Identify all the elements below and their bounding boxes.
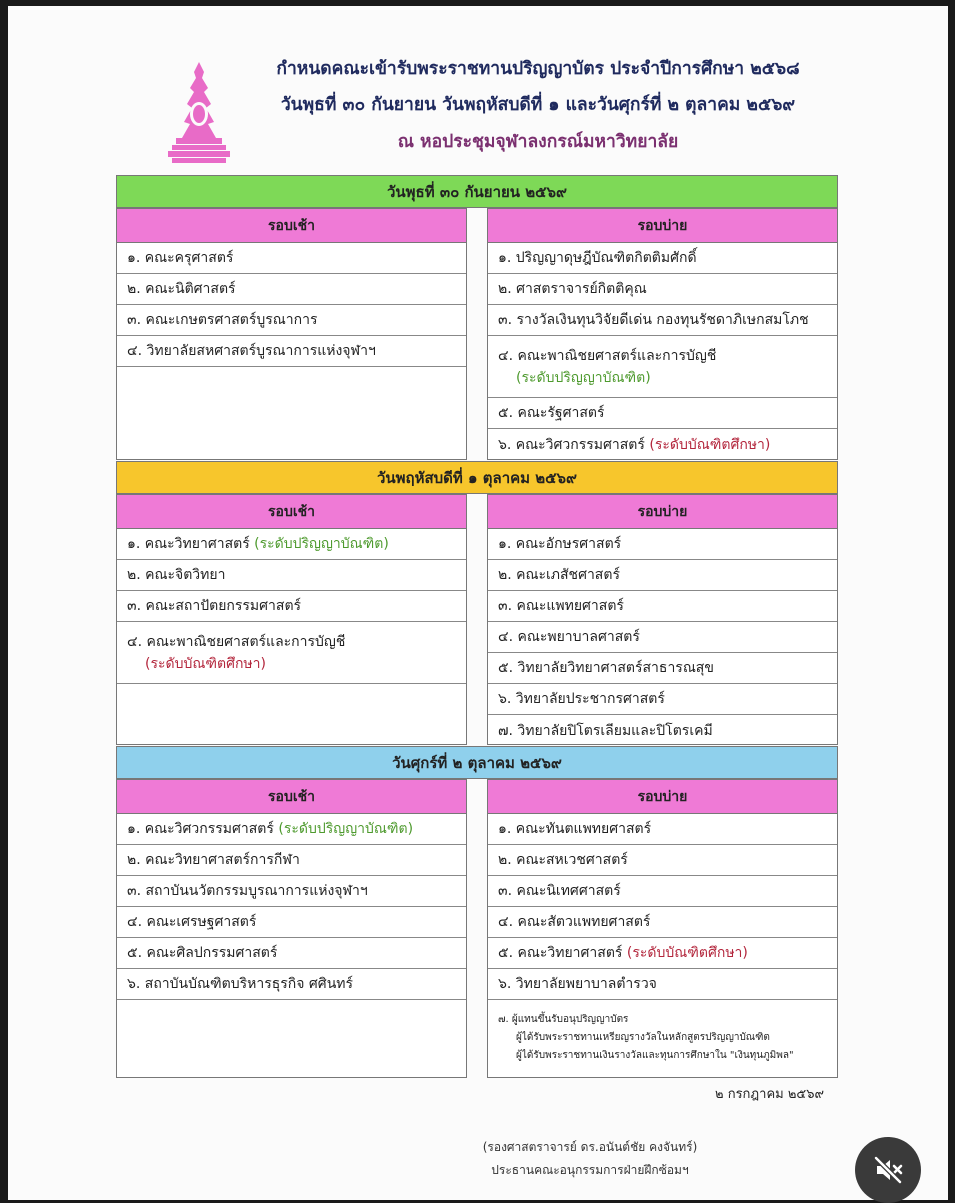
list-item: ๔. คณะพยาบาลศาสตร์ <box>488 622 837 653</box>
chula-emblem-logo <box>168 58 230 166</box>
session-header-morning: รอบเช้า <box>117 209 466 243</box>
issue-date: ๒ กรกฎาคม ๒๕๖๙ <box>715 1087 825 1102</box>
faculty-name: ๖. คณะวิศวกรรมศาสตร์ <box>498 436 645 453</box>
faculty-name: ๑. คณะวิทยาศาสตร์ <box>127 536 250 552</box>
session-header-afternoon: รอบบ่าย <box>488 780 837 814</box>
representatives-title: ๗. ผู้แทนขึ้นรับอนุปริญญาบัตร <box>498 1014 629 1025</box>
list-item: ๓. คณะแพทยศาสตร์ <box>488 591 837 622</box>
day1-band: วันพุธที่ ๓๐ กันยายน ๒๕๖๙ <box>116 175 838 208</box>
list-item: ๑. คณะอักษรศาสตร์ <box>488 529 837 560</box>
list-item: ๔. คณะสัตวแพทยศาสตร์ <box>488 907 837 938</box>
list-item: ๒. คณะจิตวิทยา <box>117 560 466 591</box>
representatives-line: ผู้ได้รับพระราชทานเงินรางวัลและทุนการศึกษาใน "เงินทุนภูมิพล" <box>516 1050 794 1061</box>
heading-line-2: วันพุธที่ ๓๐ กันยายน วันพฤหัสบดีที่ ๑ และวันศุกร์ที่ ๒ ตุลาคม ๒๕๖๙ <box>280 95 796 115</box>
list-item <box>117 529 466 560</box>
list-item <box>117 622 466 684</box>
list-item: ๑. คณะครุศาสตร์ <box>117 243 466 274</box>
session-header-morning: รอบเช้า <box>117 495 466 529</box>
list-item: ๑. ปริญญาดุษฎีบัณฑิตกิตติมศักดิ์ <box>488 243 837 274</box>
list-item <box>488 429 837 460</box>
list-item <box>117 814 466 845</box>
faculty-name: ๕. คณะวิทยาศาสตร์ <box>498 945 623 961</box>
faculty-name: ๔. คณะพาณิชยศาสตร์และการบัญชี <box>498 347 717 364</box>
mute-button[interactable] <box>855 1137 921 1203</box>
signer-position: ประธานคณะอนุกรรมการฝ่ายฝึกซ้อมฯ <box>491 1163 689 1177</box>
heading-line-1: กำหนดคณะเข้ารับพระราชทานปริญญาบัตร ประจำปีการศึกษา ๒๕๖๘ <box>276 59 800 79</box>
session-header-afternoon: รอบบ่าย <box>488 209 837 243</box>
list-item: ๒. คณะสหเวชศาสตร์ <box>488 845 837 876</box>
list-item: ๔. วิทยาลัยสหศาสตร์บูรณาการแห่งจุฬาฯ <box>117 336 466 367</box>
day2-afternoon-column <box>487 494 838 745</box>
faculty-name: ๑. คณะวิศวกรรมศาสตร์ <box>127 821 274 837</box>
day1-afternoon-column <box>487 208 838 460</box>
day3-morning-column <box>116 779 467 1078</box>
list-item: ๖. วิทยาลัยประชากรศาสตร์ <box>488 684 837 715</box>
list-item: ๕. คณะศิลปกรรมศาสตร์ <box>117 938 466 969</box>
level-note: (ระดับปริญญาบัณฑิต) <box>254 536 389 552</box>
day3-band: วันศุกร์ที่ ๒ ตุลาคม ๒๕๖๙ <box>116 746 838 779</box>
list-item: ๑. คณะทันตแพทยศาสตร์ <box>488 814 837 845</box>
list-item: ๓. รางวัลเงินทุนวิจัยดีเด่น กองทุนรัชดาภิเษกสมโภช <box>488 305 837 336</box>
list-item: ๗. วิทยาลัยปิโตรเลียมและปิโตรเคมี <box>498 722 713 739</box>
list-item: ๒. คณะเภสัชศาสตร์ <box>488 560 837 591</box>
list-item: ๖. วิทยาลัยพยาบาลตำรวจ <box>488 969 837 1000</box>
list-item: ๒. คณะนิติศาสตร์ <box>117 274 466 305</box>
day3-afternoon-column <box>487 779 838 1078</box>
list-item: ๓. คณะนิเทศศาสตร์ <box>488 876 837 907</box>
list-item: ๓. คณะสถาปัตยกรรมศาสตร์ <box>117 591 466 622</box>
list-item: ๒. ศาสตราจารย์กิตติคุณ <box>488 274 837 305</box>
signer-name: (รองศาสตราจารย์ ดร.อนันต์ชัย คงจันทร์) <box>482 1140 698 1154</box>
list-item: ๕. วิทยาลัยวิทยาศาสตร์สาธารณสุข <box>488 653 837 684</box>
list-item-representatives <box>488 1000 837 1076</box>
list-item: ๔. คณะเศรษฐศาสตร์ <box>117 907 466 938</box>
list-item: ๕. คณะรัฐศาสตร์ <box>488 398 837 429</box>
session-header-morning: รอบเช้า <box>117 780 466 814</box>
day1-morning-column <box>116 208 467 460</box>
list-item: ๓. คณะเกษตรศาสตร์บูรณาการ <box>117 305 466 336</box>
day2-morning-column <box>116 494 467 745</box>
level-note: (ระดับปริญญาบัณฑิต) <box>278 821 414 837</box>
level-note: (ระดับบัณฑิตศึกษา) <box>626 945 748 961</box>
list-item <box>488 336 837 398</box>
list-item: ๓. สถาบันนวัตกรรมบูรณาการแห่งจุฬาฯ <box>117 876 466 907</box>
day2-band: วันพฤหัสบดีที่ ๑ ตุลาคม ๒๕๖๙ <box>116 461 838 494</box>
level-note: (ระดับบัณฑิตศึกษา) <box>649 436 771 453</box>
list-item: ๖. สถาบันบัณฑิตบริหารธุรกิจ ศศินทร์ <box>117 969 466 1000</box>
faculty-name: ๔. คณะพาณิชยศาสตร์และการบัญชี <box>127 633 346 650</box>
level-note: (ระดับบัณฑิตศึกษา) <box>145 655 266 672</box>
representatives-line: ผู้ได้รับพระราชทานเหรียญรางวัลในหลักสูตรปริญญาบัณฑิต <box>516 1032 770 1043</box>
level-note: (ระดับปริญญาบัณฑิต) <box>516 369 651 386</box>
speaker-muted-icon <box>871 1153 905 1187</box>
heading-venue: ณ หอประชุมจุฬาลงกรณ์มหาวิทยาลัย <box>397 132 679 152</box>
list-item <box>488 938 837 969</box>
list-item: ๒. คณะวิทยาศาสตร์การกีฬา <box>117 845 466 876</box>
session-header-afternoon: รอบบ่าย <box>488 495 837 529</box>
